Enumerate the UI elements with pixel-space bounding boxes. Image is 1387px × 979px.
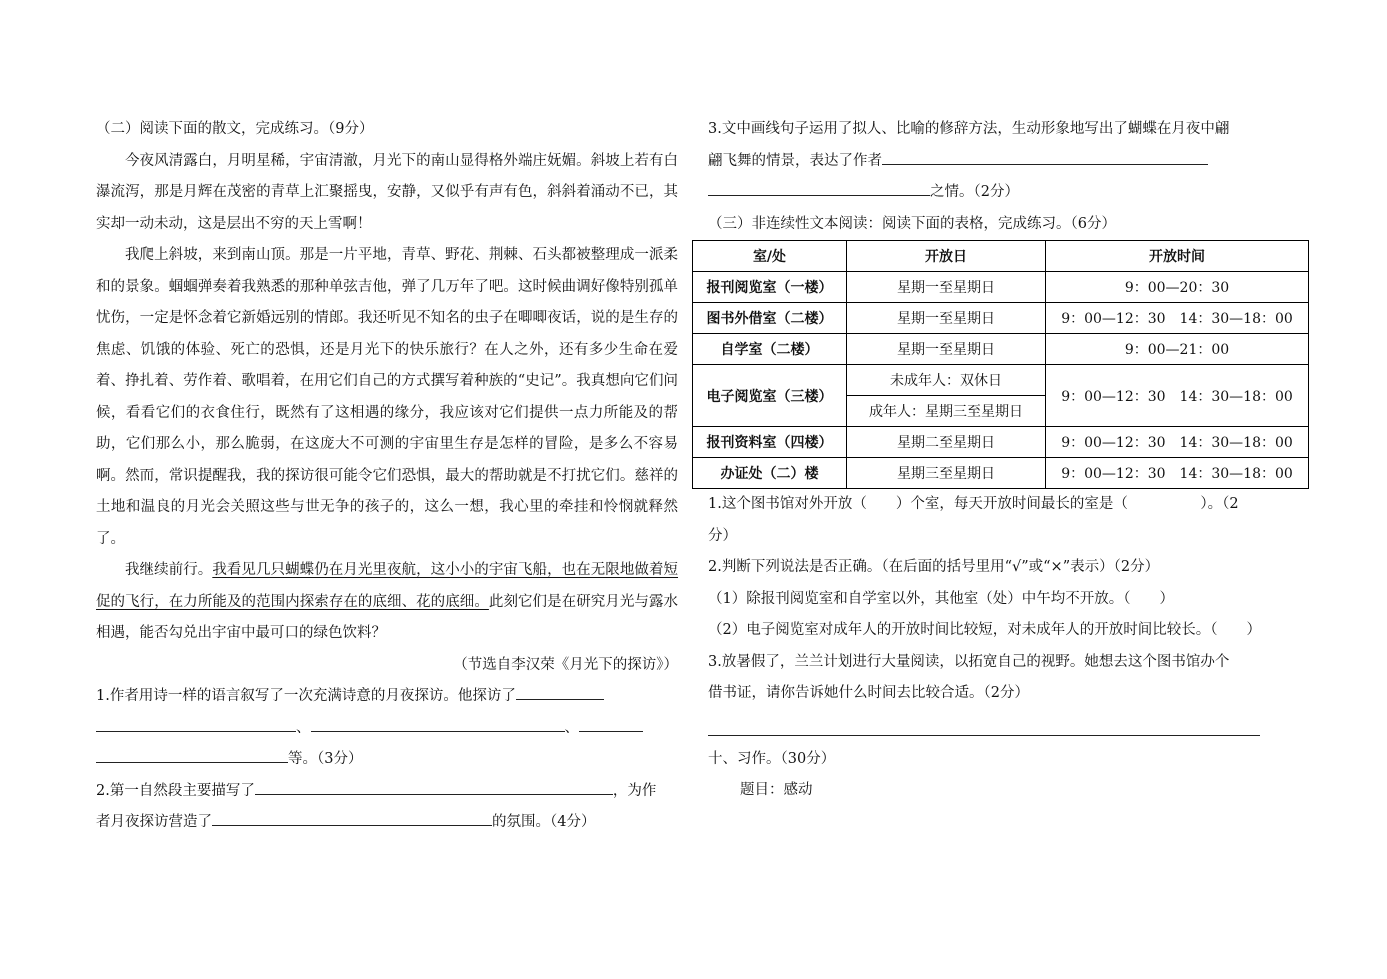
composition-topic: 题目：感动 [740,782,813,798]
question-1 [96,681,678,713]
header-time: 开放时间 [1046,241,1309,272]
question-1-tail: 等。（3分） [288,751,363,767]
question-2-text: 2.第一自然段主要描写了 [96,782,255,799]
header-room: 室/处 [693,241,847,272]
underlined-sentence: 我看见几只蝴蝶仍在月光里夜航，这小小的宇宙飞船，也在无限地做着短促的飞行，在力所能及的范围内探索存在的底细、花的底细。 [96,562,679,610]
days-cell: 星期三至星期日 [847,458,1046,489]
library-hours-table [692,240,1309,489]
table-question-2-1: （1）除报刊阅览室和自学室以外，其他室（处）中午均不开放。（ ） [708,590,1174,607]
question-2-cont [96,807,678,839]
answer-line[interactable] [708,734,1260,736]
room-cell: 报刊资料室（四楼） [693,427,847,458]
answer-blank[interactable] [516,681,604,700]
time-cell: 9：00—21：00 [1046,334,1309,365]
days-cell: 星期一至星期日 [847,303,1046,334]
days-cell: 未成年人：双休日 [847,365,1046,396]
days-cell: 星期一至星期日 [847,334,1046,365]
answer-blank[interactable] [882,146,1208,165]
separator: 、 [296,719,311,736]
table-row [693,365,1309,396]
answer-blank[interactable] [311,713,565,732]
question-1-end [96,744,678,776]
header-days: 开放日 [847,241,1046,272]
room-cell: 电子阅览室（三楼） [693,365,847,427]
question-2-mid: ，为作 [612,782,657,799]
table-row [693,427,1309,458]
room-cell: 自学室（二楼） [693,334,847,365]
table-question-2: 2.判断下列说法是否正确。（在后面的括号里用“√”或“×”表示）（2分） [708,559,1160,575]
table-row [693,334,1309,365]
days-cell: 成年人：星期三至星期日 [847,396,1046,427]
question-3-text: 翩飞舞的情景，表达了作者 [708,152,882,169]
question-3-line-1: 3.文中画线句子运用了拟人、比喻的修辞方法，生动形象地写出了蝴蝶在月夜中翩 [708,121,1230,137]
answer-blank[interactable] [96,744,288,763]
separator: 、 [564,719,579,736]
time-cell: 9：00—12：30 14：30—18：00 [1046,303,1309,334]
question-2-cont-text: 者月夜探访营造了 [96,814,212,830]
room-cell: 图书外借室（二楼） [693,303,847,334]
room-cell: 报刊阅览室（一楼） [693,272,847,303]
section-3-heading: （三）非连续性文本阅读：阅读下面的表格，完成练习。（6分） [708,215,1116,232]
table-question-2-2: （2）电子阅览室对成年人的开放时间比较短，对未成年人的开放时间比较长。（ ） [708,622,1261,638]
table-row [693,458,1309,489]
time-cell: 9：00—20：30 [1046,272,1309,303]
answer-blank[interactable] [255,776,613,795]
paragraph-3 [96,555,678,650]
table-question-1-cont: 分） [708,527,737,544]
table-header-row [693,241,1309,272]
paragraph-2: 我爬上斜坡，来到南山顶。那是一片平地，青草、野花、荆棘、石头都被整理成一派柔和的景象。蝈蝈弹奏着我熟悉的那种单弦吉他，弹了几万年了吧。这时候曲调好像特别孤单忧伤，一定是怀念着它新婚远别的情郎。我还听见不知名的虫子在唧唧夜话，说的是生存的焦虑、饥饿的体验、死亡的恐惧，还是月光下的快乐旅行？在人之外，还有多少生命在爱着、挣扎着、劳作着、歌唱着，在用它们自己的方式撰写着种族的“史记”。我真想向它们问候，看看它们的衣食住行，既然有了这相遇的缘分，我应该对它们提供一点力所能及的帮助，它们那么小，那么脆弱，在这庞大不可测的宇宙里生存是怎样的冒险，是多么不容易啊。然而，常识提醒我，我的探访很可能令它们恐惧，最大的帮助就是不打扰它们。慈祥的土地和温良的月光会关照这些与世无争的孩子的，这么一想，我心里的牵挂和怜悯就释然了。 [96,247,678,547]
time-cell: 9：00—12：30 14：30—18：00 [1046,365,1309,427]
question-2 [96,776,678,808]
answer-blank[interactable] [212,807,492,826]
paragraph-1: 今夜风清露白，月明星稀，宇宙清澈，月光下的南山显得格外端庄妩媚。斜坡上若有白瀑流泻，那是月辉在茂密的青草上汇聚摇曳，安静，又似乎有声有色，斜斜着涌动不已，其实却一动未动，这是层出不穷的天上雪啊！ [96,152,678,232]
question-3-line-2 [708,146,1308,178]
section-10-heading: 十、习作。（30分） [708,750,836,767]
time-cell: 9：00—12：30 14：30—18：00 [1046,458,1309,489]
room-cell: 办证处（二）楼 [693,458,847,489]
table-row [693,303,1309,334]
paragraph-3-end: 此刻它们是在研究月光与露水相遇，能否勾兑出宇宙中最可口的绿色饮料？ [96,593,679,641]
source-note: （节选自李汉荣《月光下的探访》） [453,656,678,673]
time-cell: 9：00—12：30 14：30—18：00 [1046,427,1309,458]
question-3-line-3 [708,177,1308,209]
question-1-text: 1.作者用诗一样的语言叙写了一次充满诗意的月夜探访。他探访了 [96,688,516,704]
table-row [693,272,1309,303]
left-column [96,114,678,839]
answer-blank[interactable] [708,177,930,196]
days-cell: 星期二至星期日 [847,427,1046,458]
question-1-blanks [96,713,678,745]
section-heading: （二）阅读下面的散文，完成练习。（9分） [96,121,374,137]
paragraph-3-start: 我继续前行。 [125,562,213,578]
table-question-1: 1.这个图书馆对外开放（ ）个室，每天开放时间最长的室是（ ）。（2 [708,496,1239,512]
answer-blank[interactable] [579,713,643,732]
table-question-3-cont: 借书证，请你告诉她什么时间去比较合适。（2分） [708,685,1029,701]
right-column [708,114,1308,807]
question-2-tail: 的氛围。（4分） [492,814,596,830]
question-3-tail: 之情。（2分） [930,184,1019,200]
table-question-3: 3.放暑假了，兰兰计划进行大量阅读，以拓宽自己的视野。她想去这个图书馆办个 [708,653,1230,670]
answer-blank[interactable] [96,713,296,732]
days-cell: 星期一至星期日 [847,272,1046,303]
